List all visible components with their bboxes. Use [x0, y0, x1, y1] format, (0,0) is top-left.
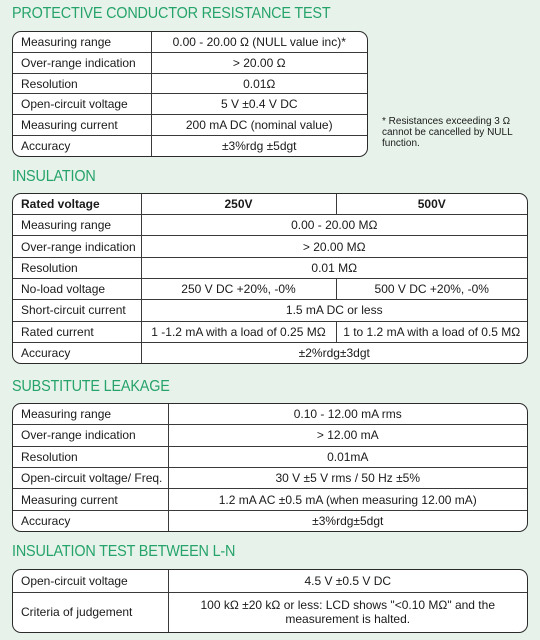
section-title-protective: PROTECTIVE CONDUCTOR RESISTANCE TEST — [12, 5, 331, 22]
row-value: 0.01Ω — [151, 73, 367, 94]
row-label: Open-circuit voltage/ Freq. — [13, 467, 168, 488]
table-row — [13, 425, 527, 446]
row-label: Measuring current — [13, 489, 168, 510]
table-row — [13, 136, 367, 156]
row-value: 0.00 - 20.00 Ω (NULL value inc)* — [151, 32, 367, 52]
row-label: Measuring range — [13, 404, 168, 425]
row-value-250v: 250 V DC +20%, -0% — [141, 278, 336, 299]
row-value: 200 mA DC (nominal value) — [151, 115, 367, 136]
row-value-500v: 1 to 1.2 mA with a load of 0.5 MΩ — [336, 321, 527, 342]
row-label: Open-circuit voltage — [13, 570, 168, 592]
row-value: > 20.00 MΩ — [141, 236, 527, 257]
row-value: 0.00 - 20.00 MΩ — [141, 215, 527, 236]
row-label: Accuracy — [13, 510, 168, 531]
table-row — [13, 446, 527, 467]
row-label: Rated current — [13, 321, 141, 342]
table-row — [13, 592, 527, 632]
table-row — [13, 278, 527, 299]
table-row — [13, 342, 527, 363]
row-label: Short-circuit current — [13, 300, 141, 321]
row-value: ±3%rdg ±5dgt — [151, 136, 367, 156]
row-value: ±3%rdg±5dgt — [168, 510, 527, 531]
header-250v: 250V — [141, 194, 336, 215]
substitute-table — [12, 403, 528, 532]
ln-table — [12, 569, 528, 633]
row-value: 30 V ±5 V rms / 50 Hz ±5% — [168, 467, 527, 488]
table-row — [13, 215, 527, 236]
row-label: Accuracy — [13, 342, 141, 363]
row-label: Accuracy — [13, 136, 151, 156]
row-value: ±2%rdg±3dgt — [141, 342, 527, 363]
row-value: 1.2 mA AC ±0.5 mA (when measuring 12.00 mA) — [168, 489, 527, 510]
row-label: Resolution — [13, 257, 141, 278]
section-title-insulation: INSULATION — [12, 168, 96, 185]
row-value: 1.5 mA DC or less — [141, 300, 527, 321]
row-label: Measuring range — [13, 32, 151, 52]
table-row — [13, 467, 527, 488]
header-label: Rated voltage — [13, 194, 141, 215]
row-label: Over-range indication — [13, 236, 141, 257]
row-value-500v: 500 V DC +20%, -0% — [336, 278, 527, 299]
row-value: 100 kΩ ±20 kΩ or less: LCD shows "<0.10 MΩ" and the measurement is halted. — [168, 592, 527, 632]
section-title-ln: INSULATION TEST BETWEEN L-N — [12, 543, 236, 560]
table-row — [13, 115, 367, 136]
row-value: 0.10 - 12.00 mA rms — [168, 404, 527, 425]
table-row — [13, 510, 527, 531]
table-row — [13, 321, 527, 342]
table-row — [13, 570, 527, 592]
row-label: Measuring current — [13, 115, 151, 136]
row-value: 5 V ±0.4 V DC — [151, 94, 367, 115]
row-label: Resolution — [13, 446, 168, 467]
row-label: Measuring range — [13, 215, 141, 236]
table-row — [13, 404, 527, 425]
table-row — [13, 52, 367, 73]
protective-table — [12, 31, 368, 157]
row-label: Criteria of judgement — [13, 592, 168, 632]
footnote: * Resistances exceeding 3 Ω cannot be cancelled by NULL function. — [382, 116, 513, 149]
table-row — [13, 489, 527, 510]
row-label: Over-range indication — [13, 425, 168, 446]
table-row — [13, 236, 527, 257]
row-label: Open-circuit voltage — [13, 94, 151, 115]
table-row — [13, 94, 367, 115]
table-row — [13, 32, 367, 52]
row-value: 0.01 MΩ — [141, 257, 527, 278]
table-row — [13, 257, 527, 278]
row-value: > 12.00 mA — [168, 425, 527, 446]
row-label: Resolution — [13, 73, 151, 94]
row-value-250v: 1 -1.2 mA with a load of 0.25 MΩ — [141, 321, 336, 342]
row-value: > 20.00 Ω — [151, 52, 367, 73]
table-header-row — [13, 194, 527, 215]
row-label: No-load voltage — [13, 278, 141, 299]
row-value: 0.01mA — [168, 446, 527, 467]
table-row — [13, 300, 527, 321]
row-value: 4.5 V ±0.5 V DC — [168, 570, 527, 592]
row-label: Over-range indication — [13, 52, 151, 73]
header-500v: 500V — [336, 194, 527, 215]
section-title-substitute: SUBSTITUTE LEAKAGE — [12, 378, 170, 395]
table-row — [13, 73, 367, 94]
insulation-table — [12, 193, 528, 364]
